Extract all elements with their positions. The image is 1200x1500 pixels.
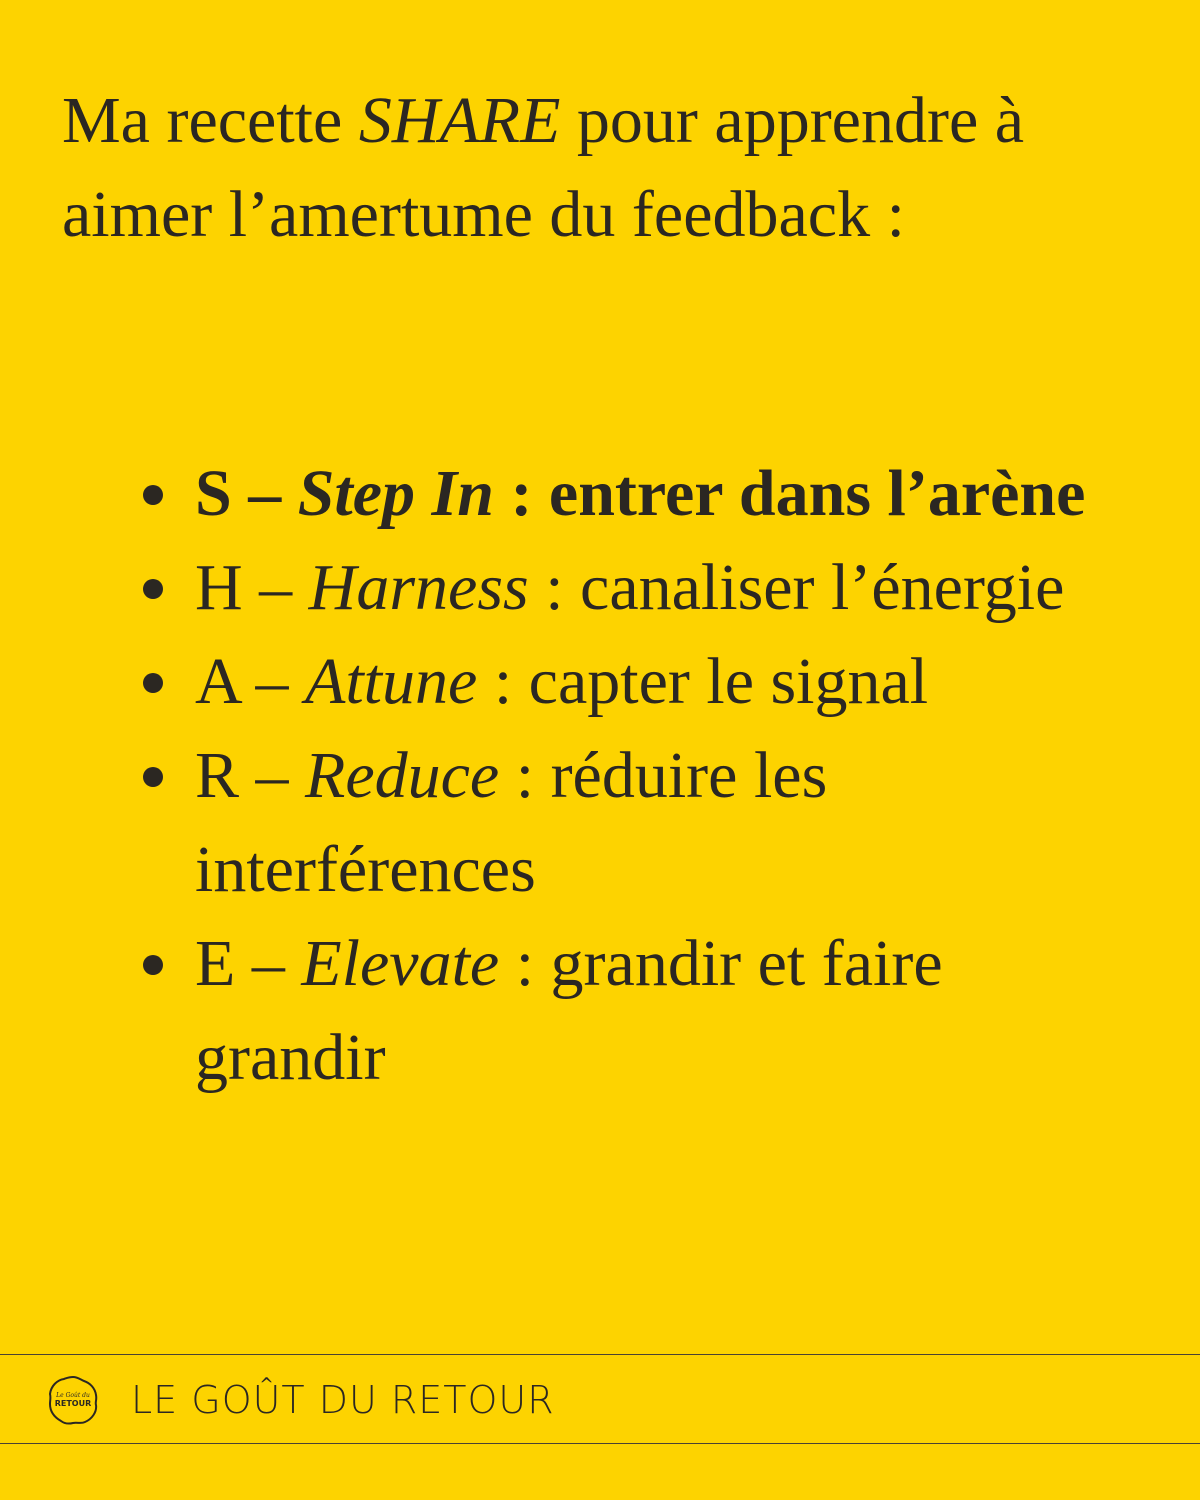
item-dash: – — [239, 645, 306, 718]
brand-name: LE GOÛT DU RETOUR — [131, 1378, 555, 1422]
share-item-r — [195, 729, 1095, 917]
intro-part2: pour apprendre à aimer l’amertume du feedback : — [62, 84, 1025, 251]
item-dash: – — [239, 739, 306, 812]
bullet-icon — [143, 579, 163, 599]
item-desc: : grandir et faire grandir — [195, 927, 943, 1094]
item-word: Harness — [308, 551, 529, 624]
item-word: Elevate — [301, 927, 500, 1000]
bullet-icon — [143, 767, 163, 787]
logo-line1: Le Goût du — [56, 1392, 90, 1399]
item-dash: – — [235, 927, 302, 1000]
item-letter: A — [195, 645, 240, 718]
item-word: Reduce — [305, 739, 500, 812]
intro-part1: Ma recette — [62, 84, 359, 157]
share-item-h — [195, 541, 1095, 635]
share-list — [195, 447, 1095, 1105]
lemon-icon — [48, 1375, 98, 1425]
item-letter: H — [195, 551, 243, 624]
item-dash: – — [242, 551, 309, 624]
share-item-e — [195, 917, 1095, 1105]
item-word: Step In — [297, 457, 494, 530]
bullet-icon — [143, 485, 163, 505]
logo-line2: RETOUR — [54, 1399, 92, 1408]
item-desc: : entrer dans l’arène — [493, 457, 1086, 530]
item-letter: E — [195, 927, 236, 1000]
item-letter: R — [195, 739, 240, 812]
share-item-a — [195, 635, 1095, 729]
item-desc: : canaliser l’énergie — [528, 551, 1065, 624]
bullet-icon — [143, 673, 163, 693]
item-dash: – — [231, 457, 298, 530]
intro-emphasis: SHARE — [358, 84, 561, 157]
item-letter: S — [195, 457, 232, 530]
bullet-icon — [143, 955, 163, 975]
item-word: Attune — [305, 645, 478, 718]
item-desc: : réduire les interférences — [195, 739, 828, 906]
share-item-s — [195, 447, 1095, 541]
item-desc: : capter le signal — [477, 645, 929, 718]
footer-divider-bottom — [0, 1443, 1200, 1444]
intro-text — [62, 74, 1162, 262]
footer-divider-top — [0, 1354, 1200, 1355]
